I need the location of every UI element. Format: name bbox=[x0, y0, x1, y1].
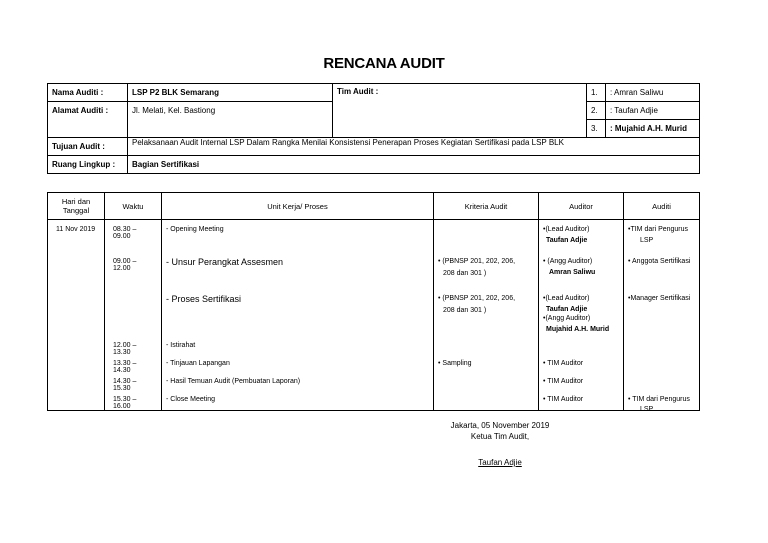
tim-no-1: 1. bbox=[587, 84, 606, 102]
tim-member-3: : Mujahid A.H. Murid bbox=[606, 120, 700, 138]
page-title: RENCANA AUDIT bbox=[323, 55, 445, 72]
unit-item: - Close Meeting bbox=[166, 396, 216, 403]
criteria-item: • (PBNSP 201, 202, 206, bbox=[438, 295, 516, 302]
col-header-criteria: Kriteria Audit bbox=[434, 193, 539, 220]
tim-audit-label: Tim Audit : bbox=[333, 84, 587, 138]
tim-no-2: 2. bbox=[587, 102, 606, 120]
time-cell bbox=[105, 220, 162, 411]
auditi-item: •TIM dari Pengurus bbox=[628, 226, 689, 233]
auditi-cell bbox=[624, 220, 700, 411]
schedule-date: 11 Nov 2019 bbox=[56, 226, 96, 233]
tujuan-audit-value: Pelaksanaan Audit Internal LSP Dalam Rangka Menilai Konsistensi Penerapan Proses Kegiatan Sertifikasi pada LSP BLK bbox=[128, 138, 700, 156]
unit-item: - Istirahat bbox=[166, 342, 196, 349]
tim-member-1: : Amran Saliwu bbox=[606, 84, 700, 102]
auditor-item: •(Lead Auditor) bbox=[543, 295, 590, 302]
ruang-lingkup-label: Ruang Lingkup : bbox=[48, 156, 128, 174]
schedule-table bbox=[47, 192, 700, 411]
auditor-item: • TIM Auditor bbox=[543, 378, 584, 385]
signature-block bbox=[440, 420, 560, 468]
auditor-item: • TIM Auditor bbox=[543, 360, 584, 367]
auditor-item: •(Angg Auditor) bbox=[543, 315, 591, 322]
auditor-item: Taufan Adjie bbox=[546, 306, 588, 313]
col-header-auditor: Auditor bbox=[539, 193, 624, 220]
auditi-item: LSP bbox=[640, 406, 654, 413]
unit-item: - Opening Meeting bbox=[166, 226, 224, 233]
auditor-cell bbox=[539, 220, 624, 411]
auditor-item: • TIM Auditor bbox=[543, 396, 584, 403]
auditi-item: •Manager Sertifikasi bbox=[628, 295, 691, 302]
criteria-cell bbox=[434, 220, 539, 411]
criteria-item: • Sampling bbox=[438, 360, 472, 367]
auditi-item: • Anggota Sertifikasi bbox=[628, 258, 691, 265]
auditor-item: Mujahid A.H. Murid bbox=[546, 326, 610, 333]
alamat-auditi-label: Alamat Auditi : bbox=[48, 102, 128, 138]
col-header-auditi: Auditi bbox=[624, 193, 700, 220]
criteria-item: • (PBNSP 201, 202, 206, bbox=[438, 258, 516, 265]
auditor-item: Amran Saliwu bbox=[549, 269, 596, 276]
col-header-unit: Unit Kerja/ Proses bbox=[162, 193, 434, 220]
time-slot: 08.30 – 09.00 bbox=[113, 226, 137, 240]
signature-name: Taufan Adjie bbox=[478, 458, 522, 467]
auditi-item: • TIM dari Pengurus bbox=[628, 396, 690, 403]
col-header-date: Hari dan Tanggal bbox=[48, 193, 105, 220]
time-slot: 15.30 – 16.00 bbox=[113, 396, 137, 410]
tim-member-2: : Taufan Adjie bbox=[606, 102, 700, 120]
col-header-time: Waktu bbox=[105, 193, 162, 220]
auditi-item: LSP bbox=[640, 237, 654, 244]
auditor-item: • (Angg Auditor) bbox=[543, 258, 593, 265]
date-cell bbox=[48, 220, 105, 411]
alamat-auditi-value: Jl. Melati, Kel. Bastiong bbox=[128, 102, 333, 138]
criteria-item: 208 dan 301 ) bbox=[443, 307, 487, 314]
unit-item: - Unsur Perangkat Assesmen bbox=[166, 257, 284, 267]
criteria-item: 208 dan 301 ) bbox=[443, 270, 487, 277]
auditor-item: •(Lead Auditor) bbox=[543, 226, 590, 233]
tim-no-3: 3. bbox=[587, 120, 606, 138]
time-slot: 12.00 – 13.30 bbox=[113, 342, 137, 356]
auditor-item: Taufan Adjie bbox=[546, 237, 588, 244]
signature-place-date: Jakarta, 05 November 2019 bbox=[450, 421, 550, 430]
unit-item: - Tinjauan Lapangan bbox=[166, 360, 230, 367]
unit-cell bbox=[162, 220, 434, 411]
time-slot: 14.30 – 15.30 bbox=[113, 378, 137, 392]
audit-info-table bbox=[47, 83, 700, 174]
nama-auditi-label: Nama Auditi : bbox=[48, 84, 128, 102]
unit-item: - Proses Sertifikasi bbox=[166, 294, 242, 304]
time-slot: 09.00 – 12.00 bbox=[113, 258, 137, 272]
tujuan-audit-label: Tujuan Audit : bbox=[48, 138, 128, 156]
ruang-lingkup-value: Bagian Sertifikasi bbox=[128, 156, 700, 174]
time-slot: 13.30 – 14.30 bbox=[113, 360, 137, 374]
nama-auditi-value: LSP P2 BLK Semarang bbox=[128, 84, 333, 102]
signature-role: Ketua Tim Audit, bbox=[470, 432, 530, 441]
unit-item: - Hasil Temuan Audit (Pembuatan Laporan) bbox=[166, 378, 301, 385]
